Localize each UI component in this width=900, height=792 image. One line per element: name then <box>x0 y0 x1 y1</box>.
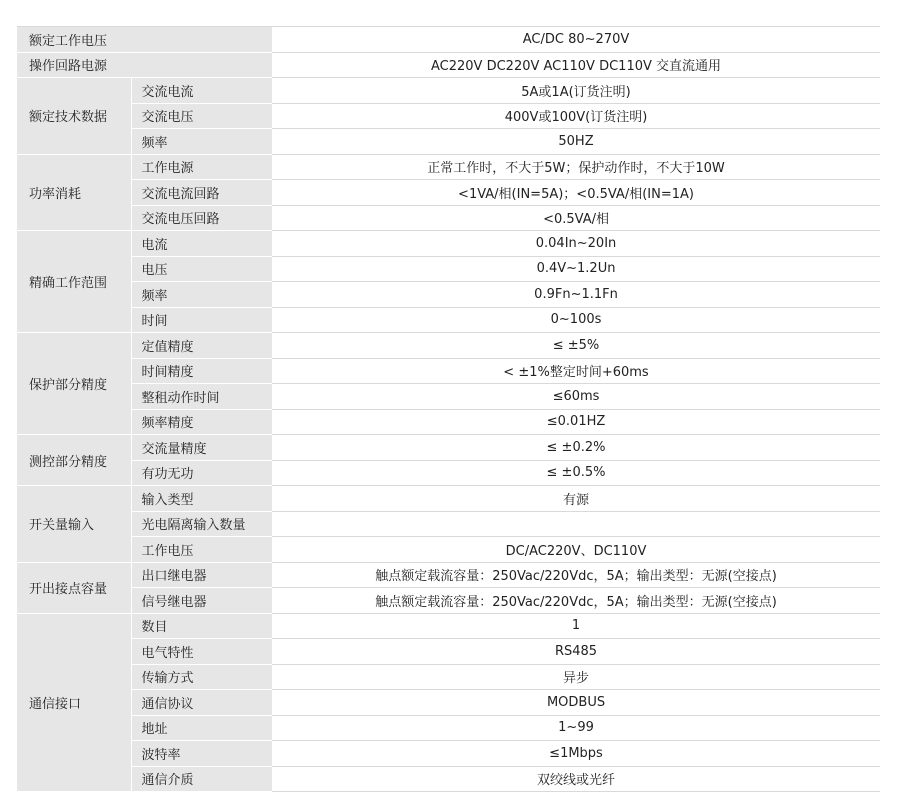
value-cell: AC220V DC220V AC110V DC110V 交直流通用 <box>272 52 880 78</box>
table-row <box>17 435 880 461</box>
subcategory-label: 地址 <box>131 715 272 741</box>
value-cell: 0.9Fn~1.1Fn <box>272 282 880 308</box>
table-row <box>17 78 880 104</box>
table-row <box>17 766 880 792</box>
value-cell: ≤ ±0.5% <box>272 460 880 486</box>
table-row <box>17 690 880 716</box>
subcategory-label: 有功无功 <box>131 460 272 486</box>
subcategory-label: 频率 <box>131 129 272 155</box>
value-cell: 0~100s <box>272 307 880 333</box>
table-row <box>17 384 880 410</box>
subcategory-label: 时间 <box>131 307 272 333</box>
subcategory-label: 电压 <box>131 256 272 282</box>
subcategory-label: 交流电流回路 <box>131 180 272 206</box>
category-label: 保护部分精度 <box>17 333 131 435</box>
table-row <box>17 409 880 435</box>
subcategory-label: 频率 <box>131 282 272 308</box>
table-row <box>17 460 880 486</box>
subcategory-label: 出口继电器 <box>131 562 272 588</box>
category-label: 功率消耗 <box>17 154 131 231</box>
subcategory-label: 输入类型 <box>131 486 272 512</box>
table-row <box>17 664 880 690</box>
value-cell: RS485 <box>272 639 880 665</box>
table-row <box>17 613 880 639</box>
table-row <box>17 562 880 588</box>
subcategory-label: 工作电压 <box>131 537 272 563</box>
value-cell: 0.04In~20In <box>272 231 880 257</box>
table-row <box>17 52 880 78</box>
subcategory-label: 时间精度 <box>131 358 272 384</box>
category-label: 测控部分精度 <box>17 435 131 486</box>
subcategory-label: 频率精度 <box>131 409 272 435</box>
value-cell: 1 <box>272 613 880 639</box>
table-row <box>17 27 880 53</box>
value-cell: ≤ ±0.2% <box>272 435 880 461</box>
value-cell: AC/DC 80~270V <box>272 27 880 53</box>
value-cell: 5A或1A(订货注明) <box>272 78 880 104</box>
value-cell: < ±1%整定时间+60ms <box>272 358 880 384</box>
table-row <box>17 180 880 206</box>
value-cell: ≤60ms <box>272 384 880 410</box>
value-cell <box>272 511 880 537</box>
category-label: 操作回路电源 <box>17 52 272 78</box>
value-cell: 异步 <box>272 664 880 690</box>
value-cell: ≤0.01HZ <box>272 409 880 435</box>
subcategory-label: 工作电源 <box>131 154 272 180</box>
subcategory-label: 交流电压回路 <box>131 205 272 231</box>
category-label: 额定技术数据 <box>17 78 131 155</box>
table-row <box>17 333 880 359</box>
value-cell: 触点额定载流容量：250Vac/220Vdc，5A；输出类型：无源(空接点) <box>272 562 880 588</box>
subcategory-label: 定值精度 <box>131 333 272 359</box>
table-row <box>17 741 880 767</box>
category-label: 额定工作电压 <box>17 27 272 53</box>
table-row <box>17 231 880 257</box>
table-row <box>17 358 880 384</box>
value-cell: DC/AC220V、DC110V <box>272 537 880 563</box>
category-label: 精确工作范围 <box>17 231 131 333</box>
category-label: 开出接点容量 <box>17 562 131 613</box>
table-row <box>17 129 880 155</box>
table-row <box>17 307 880 333</box>
table-row <box>17 103 880 129</box>
value-cell: <0.5VA/相 <box>272 205 880 231</box>
category-label: 开关量输入 <box>17 486 131 563</box>
subcategory-label: 交流量精度 <box>131 435 272 461</box>
subcategory-label: 波特率 <box>131 741 272 767</box>
table-row <box>17 639 880 665</box>
value-cell: ≤ ±5% <box>272 333 880 359</box>
subcategory-label: 交流电压 <box>131 103 272 129</box>
subcategory-label: 数目 <box>131 613 272 639</box>
subcategory-label: 传输方式 <box>131 664 272 690</box>
table-row <box>17 588 880 614</box>
value-cell: <1VA/相(IN=5A)；<0.5VA/相(IN=1A) <box>272 180 880 206</box>
table-row <box>17 486 880 512</box>
table-row <box>17 511 880 537</box>
value-cell: MODBUS <box>272 690 880 716</box>
value-cell: 有源 <box>272 486 880 512</box>
table-row <box>17 205 880 231</box>
table-row <box>17 537 880 563</box>
value-cell: 正常工作时，不大于5W；保护动作时，不大于10W <box>272 154 880 180</box>
value-cell: 50HZ <box>272 129 880 155</box>
subcategory-label: 信号继电器 <box>131 588 272 614</box>
table-row <box>17 256 880 282</box>
value-cell: 400V或100V(订货注明) <box>272 103 880 129</box>
value-cell: 1~99 <box>272 715 880 741</box>
value-cell: 触点额定载流容量：250Vac/220Vdc，5A；输出类型：无源(空接点) <box>272 588 880 614</box>
subcategory-label: 电气特性 <box>131 639 272 665</box>
subcategory-label: 通信介质 <box>131 766 272 792</box>
table-row <box>17 282 880 308</box>
subcategory-label: 电流 <box>131 231 272 257</box>
subcategory-label: 通信协议 <box>131 690 272 716</box>
spec-table-body <box>17 27 880 792</box>
table-row <box>17 715 880 741</box>
spec-table <box>17 26 880 792</box>
value-cell: ≤1Mbps <box>272 741 880 767</box>
subcategory-label: 整租动作时间 <box>131 384 272 410</box>
table-row <box>17 154 880 180</box>
category-label: 通信接口 <box>17 613 131 792</box>
value-cell: 0.4V~1.2Un <box>272 256 880 282</box>
value-cell: 双绞线或光纤 <box>272 766 880 792</box>
subcategory-label: 光电隔离输入数量 <box>131 511 272 537</box>
subcategory-label: 交流电流 <box>131 78 272 104</box>
